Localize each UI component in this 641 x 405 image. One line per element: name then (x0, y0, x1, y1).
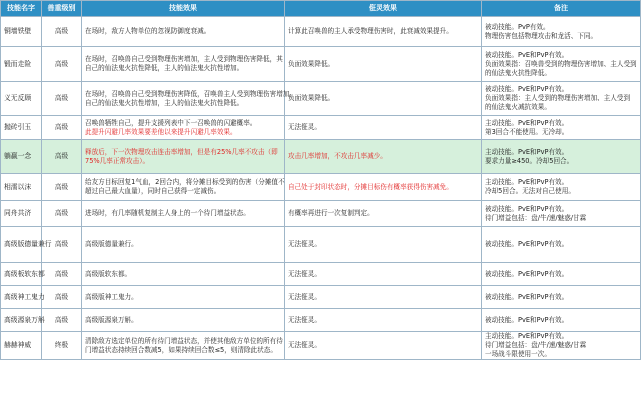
table-row (1, 140, 641, 174)
cell-effect-line: 给友方目标回复1气血，2回合内，将分摊目标受到的伤害（分摊值不 (85, 178, 285, 186)
cell-skill-name[interactable]: 相濡以沫 (1, 174, 42, 201)
cell-skill-name[interactable]: 高级神工鬼力 (1, 286, 42, 309)
cell-ling-effect-line: 自己处于封印状态时，分摊目标伤有概率获得伤害减免。 (288, 182, 453, 191)
header-level[interactable]: 兽重级别 (42, 1, 82, 17)
cell-effect[interactable] (82, 17, 285, 47)
header-ling-effect[interactable]: 俇灵效果 (285, 1, 482, 17)
cell-note-line: 冷却5回合。无法对自己使用。 (485, 187, 575, 195)
cell-effect-line: 高级版神工鬼力。 (85, 292, 138, 301)
cell-level[interactable]: 高级 (42, 17, 82, 47)
cell-ling-effect[interactable] (285, 116, 482, 140)
cell-effect[interactable] (82, 82, 296, 116)
cell-effect-line: 在场时，召唤兽自己受到物理伤害降低，召唤兽主人受到物理伤害增加， (85, 89, 296, 98)
cell-note[interactable] (482, 227, 641, 263)
table-row (1, 201, 641, 227)
cell-note[interactable] (482, 309, 641, 332)
cell-note[interactable] (482, 140, 641, 174)
cell-note-line: 被动技能。PvE和PvP有效。 (485, 315, 569, 324)
cell-effect-line: 在场时，召唤兽自己受到物理伤害增加，主人受到物理伤害降低，其 (85, 55, 283, 63)
cell-effect-line: 门增益状态持续回合数减5，如果持续回合数≤5，则清除此状态。 (85, 345, 277, 354)
cell-note[interactable] (482, 174, 641, 201)
cell-note-line: 要求力量≥450。冷却5回合。 (485, 156, 574, 165)
cell-note[interactable] (482, 286, 641, 309)
cell-skill-name[interactable]: 义无反顾 (1, 82, 42, 116)
cell-effect-line: 召唤兽牺牲自己，提升支援列表中下一召唤兽的闪避概率。 (85, 118, 257, 127)
cell-skill-name[interactable]: 高级版德量兼行 (1, 227, 42, 263)
cell-effect[interactable] (82, 201, 285, 227)
cell-skill-name[interactable]: 躺赢一念 (1, 140, 42, 174)
cell-level[interactable]: 高级 (42, 116, 82, 140)
cell-note-line: 被动技能。PvE和PvP有效。 (485, 204, 569, 213)
table-row (1, 47, 641, 82)
cell-effect-line: 高级版软东都。 (85, 269, 132, 278)
cell-level[interactable]: 高级 (42, 263, 82, 286)
cell-effect[interactable] (82, 140, 285, 174)
cell-level[interactable]: 高级 (42, 174, 82, 201)
table-row (1, 82, 641, 116)
cell-ling-effect[interactable] (285, 263, 482, 286)
cell-skill-name[interactable]: 高级源泉万斛 (1, 309, 42, 332)
cell-ling-effect[interactable] (285, 47, 482, 82)
cell-effect[interactable] (82, 263, 285, 286)
table-row (1, 17, 641, 47)
cell-ling-effect[interactable] (285, 332, 482, 360)
cell-ling-effect-line: 无法俇灵。 (288, 240, 321, 248)
cell-ling-effect-line: 无法俇灵。 (288, 315, 321, 324)
cell-level[interactable]: 高级 (42, 286, 82, 309)
cell-effect-line: 进场时，有几率随机复制主人身上的一个待门增益状态。 (85, 209, 250, 217)
cell-effect-line: 自己的仙法鬼火抗性降低，主人的仙法鬼火抗性增加。 (85, 64, 244, 72)
cell-level[interactable]: 高级 (42, 201, 82, 227)
header-effect[interactable]: 技能效果 (82, 1, 285, 17)
cell-note-line: 被动技能。PvE和PvP有效。 (485, 50, 569, 59)
cell-ling-effect-line: 计算此召唤兽的主人承受物理伤害时，此衰减效果提升。 (288, 27, 453, 35)
cell-note[interactable] (482, 47, 641, 82)
cell-note-line: 主动技能。PvE和PvP有效。 (485, 332, 569, 340)
cell-effect[interactable] (82, 227, 285, 263)
table-row (1, 263, 641, 286)
cell-level[interactable]: 高级 (42, 47, 82, 82)
cell-note-line: 一场战斗限使用一次。 (485, 350, 551, 358)
cell-ling-effect-line: 负面效果降低。 (288, 59, 335, 68)
cell-effect[interactable] (82, 116, 285, 140)
cell-note[interactable] (482, 17, 641, 47)
cell-ling-effect-line: 无法俇灵。 (288, 269, 321, 278)
cell-level[interactable]: 高级 (42, 140, 82, 174)
cell-note-line: 被动技能。PvE和PvP有效。 (485, 269, 569, 278)
cell-note-line: 被动技能。PvE和PvP有效。 (485, 240, 569, 248)
header-row (1, 1, 641, 17)
cell-note-line: 第3回合不能使用。无冷却。 (485, 127, 569, 136)
cell-skill-name[interactable]: 抛砖引玉 (1, 116, 42, 140)
cell-note-line: 负面效果指：召唤兽受到的物理伤害增加、主人受到 (485, 59, 637, 68)
cell-note-line: 主动技能。PvE和PvP有效。 (485, 178, 569, 186)
cell-effect-line: 高级版源泉万斛。 (85, 315, 138, 324)
cell-effect[interactable] (82, 332, 285, 360)
cell-effect-line: 高级版德量兼行。 (85, 240, 138, 248)
cell-effect-line: 75%几率正常攻击）。 (85, 156, 150, 165)
cell-level[interactable]: 高级 (42, 227, 82, 263)
cell-ling-effect[interactable] (285, 82, 482, 116)
cell-note[interactable] (482, 82, 641, 116)
table-row (1, 227, 641, 263)
cell-note-line: 被动技能。PvE和PvP有效。 (485, 85, 569, 93)
cell-note-line: 负面效果指：主人受到的物理伤害增加、主人受到 (485, 94, 631, 102)
cell-ling-effect[interactable] (285, 309, 482, 332)
cell-note[interactable] (482, 116, 641, 140)
table-row (1, 286, 641, 309)
cell-note-line: 待门增益包括：盘/牛/速/魅惑/甘霖 (485, 213, 587, 222)
table-row (1, 174, 641, 201)
header-note[interactable]: 备注 (482, 1, 641, 17)
cell-ling-effect[interactable] (285, 140, 482, 174)
cell-effect-line: 清除敌方选定单位的所有待门增益状态，并使其他敌方单位的所有待 (85, 336, 283, 345)
cell-ling-effect[interactable] (285, 174, 482, 201)
cell-skill-name[interactable]: 高级板软东都 (1, 263, 42, 286)
cell-effect[interactable] (82, 47, 285, 82)
cell-skill-name[interactable]: 赫赫神威 (1, 332, 42, 360)
cell-skill-name[interactable]: 锻而走险 (1, 47, 42, 82)
cell-ling-effect-line: 负面效果降低。 (288, 94, 335, 102)
cell-note-line: 被动技能。PvP有效。 (485, 22, 550, 31)
cell-effect-line: 在场时，敌方人物单位的忽视防御度衰减。 (85, 27, 211, 35)
cell-ling-effect-line: 有概率再进行一次复制判定。 (288, 209, 374, 217)
cell-ling-effect[interactable] (285, 201, 482, 227)
cell-effect[interactable] (82, 286, 285, 309)
cell-ling-effect-line: 无法俇灵。 (288, 123, 321, 131)
cell-ling-effect[interactable] (285, 227, 482, 263)
cell-effect-line: 释放后，下一次物理攻击连击率增加，但是有25%几率不攻击（即 (85, 147, 278, 156)
cell-ling-effect[interactable] (285, 286, 482, 309)
cell-note[interactable] (482, 263, 641, 286)
cell-level[interactable]: 高级 (42, 82, 82, 116)
cell-effect-line: 超过自己最大血量），同时自己获得一定减伤。 (85, 187, 221, 195)
cell-note-line: 物理伤害包括物理攻击和龙活、下同。 (485, 31, 598, 40)
cell-level[interactable]: 终极 (42, 332, 82, 360)
cell-note[interactable] (482, 201, 641, 227)
cell-note[interactable] (482, 332, 641, 360)
cell-effect-line: 自己的仙法鬼火抗性增加，主人的仙法鬼火抗性降低。 (85, 98, 244, 107)
cell-ling-effect-line: 攻击几率增加，不攻击几率减少。 (288, 152, 387, 160)
header-skill-name[interactable]: 技能名字 (1, 1, 42, 17)
cell-effect[interactable] (82, 174, 285, 201)
cell-ling-effect-line: 无法俇灵。 (288, 341, 321, 349)
cell-note-line: 被动技能。PvE和PvP有效。 (485, 292, 569, 301)
cell-skill-name[interactable]: 同舟共济 (1, 201, 42, 227)
cell-ling-effect[interactable] (285, 17, 482, 47)
cell-skill-name[interactable]: 铜墙铁壁 (1, 17, 42, 47)
cell-note-line: 的仙法鬼火抗性降低。 (485, 68, 551, 77)
cell-effect[interactable] (82, 309, 285, 332)
cell-note-line: 的仙法鬼火减抗效果。 (485, 103, 551, 111)
table-row (1, 332, 641, 360)
cell-note-line: 主动技能。PvE和PvP有效。 (485, 118, 569, 127)
cell-note-line: 主动技能。PvE和PvP有效。 (485, 147, 569, 156)
cell-level[interactable]: 高级 (42, 309, 82, 332)
cell-ling-effect-line: 无法俇灵。 (288, 292, 321, 301)
cell-effect-line: 此提升闪避几率效果要差他以来提升闪避几率效果。 (85, 127, 237, 136)
table-row (1, 116, 641, 140)
table-row (1, 309, 641, 332)
cell-note-line: 待门增益包括：盘/牛/速/魅惑/甘霖 (485, 341, 587, 349)
